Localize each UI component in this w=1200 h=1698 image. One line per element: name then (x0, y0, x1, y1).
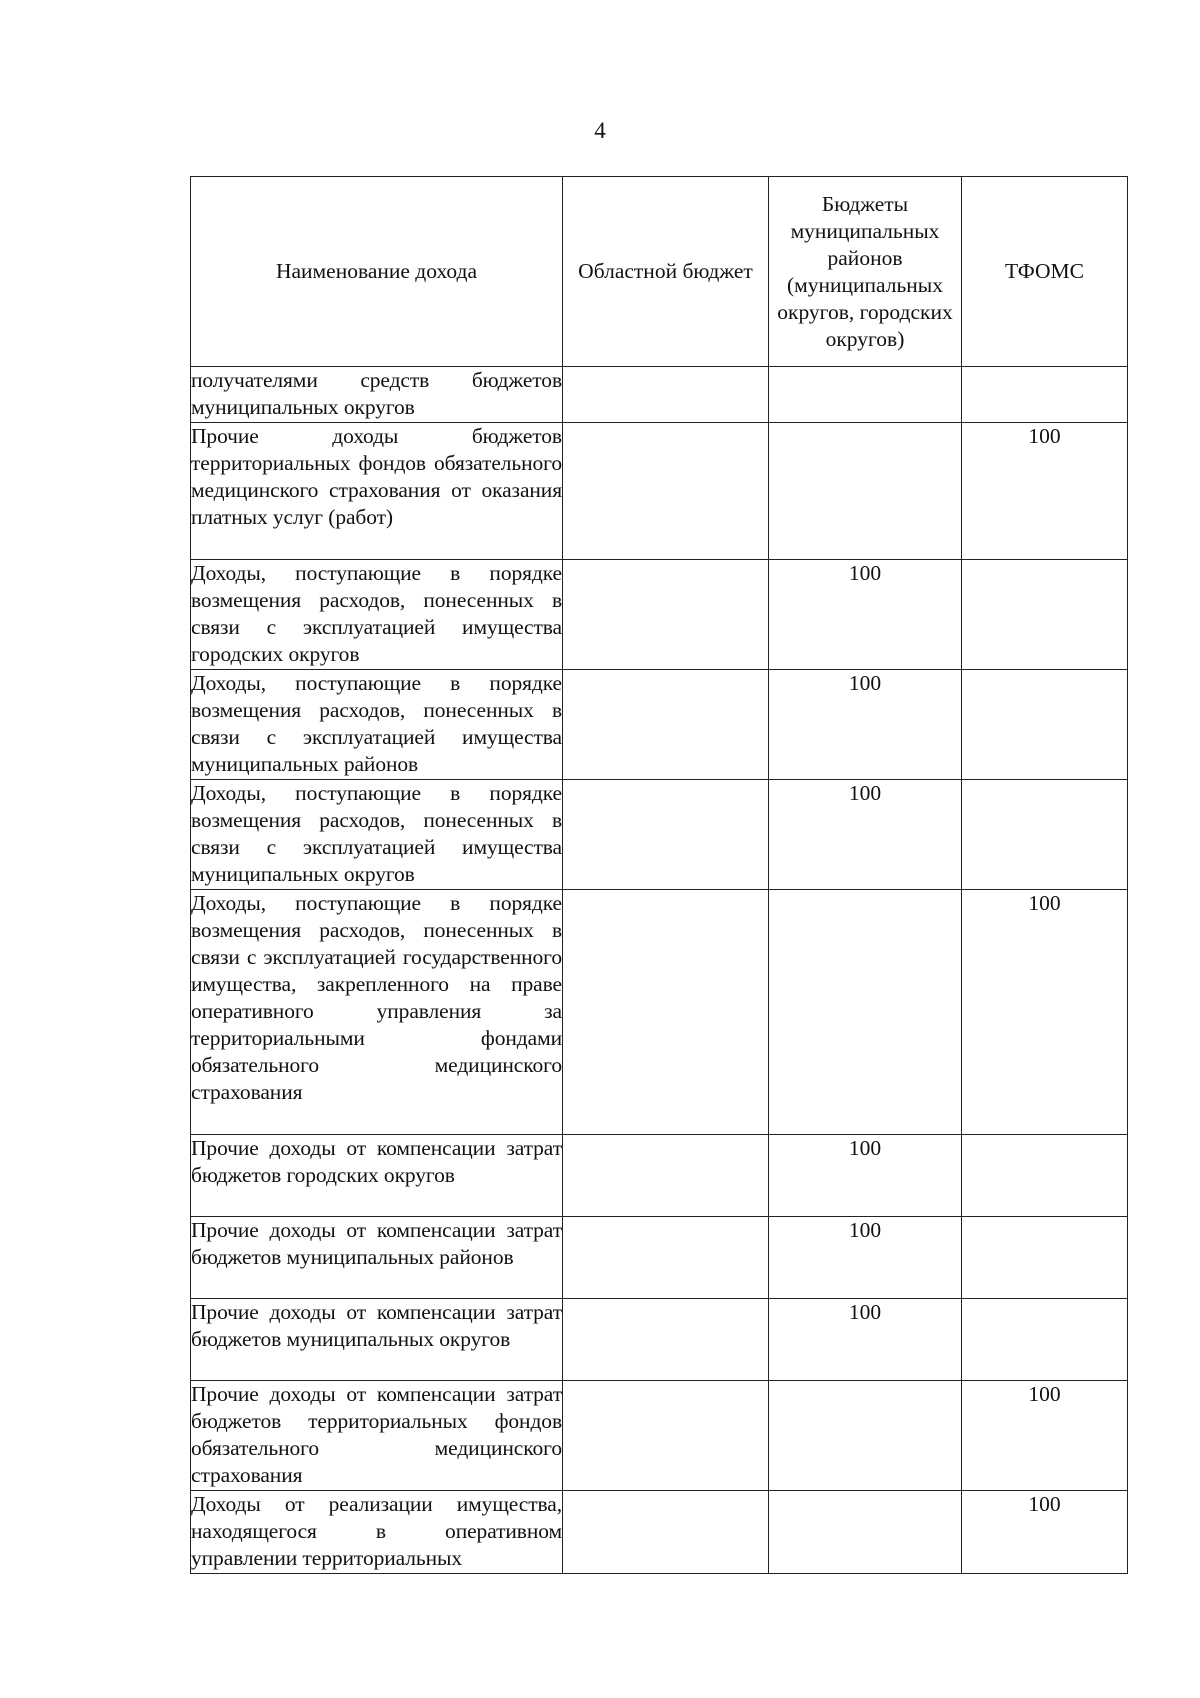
tfoms-value-cell (962, 670, 1128, 780)
municipal-value-cell: 100 (769, 780, 962, 890)
municipal-value-cell: 100 (769, 560, 962, 670)
table-row (191, 1381, 1128, 1491)
table-row (191, 560, 1128, 670)
revenue-distribution-table (190, 176, 1128, 1574)
tfoms-value-cell (962, 1217, 1128, 1299)
municipal-value-cell (769, 1381, 962, 1491)
revenue-name-cell: Прочие доходы от компенсации затрат бюджетов территориальных фондов обязательного медицинского страхования (191, 1381, 563, 1491)
page-number: 4 (594, 118, 606, 143)
regional-value-cell (563, 423, 769, 560)
regional-value-cell (563, 560, 769, 670)
tfoms-value-cell (962, 367, 1128, 423)
table-row (191, 1135, 1128, 1217)
revenue-name-cell: Прочие доходы от компенсации затрат бюджетов муниципальных округов (191, 1299, 563, 1381)
revenue-name-cell: Прочие доходы от компенсации затрат бюджетов городских округов (191, 1135, 563, 1217)
table-row (191, 367, 1128, 423)
tfoms-value-cell (962, 560, 1128, 670)
tfoms-value-cell: 100 (962, 1381, 1128, 1491)
revenue-name-cell: Прочие доходы бюджетов территориальных фондов обязательного медицинского страхования от оказания платных услуг (работ) (191, 423, 563, 560)
regional-value-cell (563, 1491, 769, 1574)
table-row (191, 423, 1128, 560)
tfoms-value-cell (962, 1135, 1128, 1217)
regional-value-cell (563, 1217, 769, 1299)
table-row (191, 890, 1128, 1135)
regional-value-cell (563, 890, 769, 1135)
tfoms-value-cell: 100 (962, 423, 1128, 560)
table-row (191, 670, 1128, 780)
revenue-name-cell: получателями средств бюджетов муниципальных округов (191, 367, 563, 423)
regional-value-cell (563, 780, 769, 890)
tfoms-value-cell (962, 780, 1128, 890)
table-row (191, 780, 1128, 890)
revenue-name-cell: Доходы, поступающие в порядке возмещения расходов, понесенных в связи с эксплуатацией имущества городских округов (191, 560, 563, 670)
revenue-name-cell: Доходы, поступающие в порядке возмещения расходов, понесенных в связи с эксплуатацией имущества муниципальных округов (191, 780, 563, 890)
regional-value-cell (563, 1299, 769, 1381)
revenue-name-cell: Доходы от реализации имущества, находящегося в оперативном управлении территориальных (191, 1491, 563, 1574)
municipal-value-cell: 100 (769, 1135, 962, 1217)
table-row (191, 1217, 1128, 1299)
header-regional-budget: Областной бюджет (563, 177, 769, 367)
tfoms-value-cell: 100 (962, 1491, 1128, 1574)
municipal-value-cell: 100 (769, 670, 962, 780)
table-row (191, 1299, 1128, 1381)
regional-value-cell (563, 670, 769, 780)
municipal-value-cell (769, 1491, 962, 1574)
municipal-value-cell (769, 423, 962, 560)
header-tfoms: ТФОМС (962, 177, 1128, 367)
municipal-value-cell: 100 (769, 1217, 962, 1299)
regional-value-cell (563, 367, 769, 423)
municipal-value-cell (769, 367, 962, 423)
table-row (191, 1491, 1128, 1574)
revenue-name-cell: Доходы, поступающие в порядке возмещения расходов, понесенных в связи с эксплуатацией имущества муниципальных районов (191, 670, 563, 780)
municipal-value-cell: 100 (769, 1299, 962, 1381)
regional-value-cell (563, 1135, 769, 1217)
revenue-name-cell: Доходы, поступающие в порядке возмещения расходов, понесенных в связи с эксплуатацией государственного имущества, закрепленного на праве оперативного управления за территориальными фондами обязательного медицинского страхования (191, 890, 563, 1135)
header-revenue-name: Наименование дохода (191, 177, 563, 367)
tfoms-value-cell: 100 (962, 890, 1128, 1135)
header-municipal-budgets: Бюджеты муниципальных районов (муниципальных округов, городских округов) (769, 177, 962, 367)
revenue-name-cell: Прочие доходы от компенсации затрат бюджетов муниципальных районов (191, 1217, 563, 1299)
municipal-value-cell (769, 890, 962, 1135)
regional-value-cell (563, 1381, 769, 1491)
table-header-row (191, 177, 1128, 367)
tfoms-value-cell (962, 1299, 1128, 1381)
